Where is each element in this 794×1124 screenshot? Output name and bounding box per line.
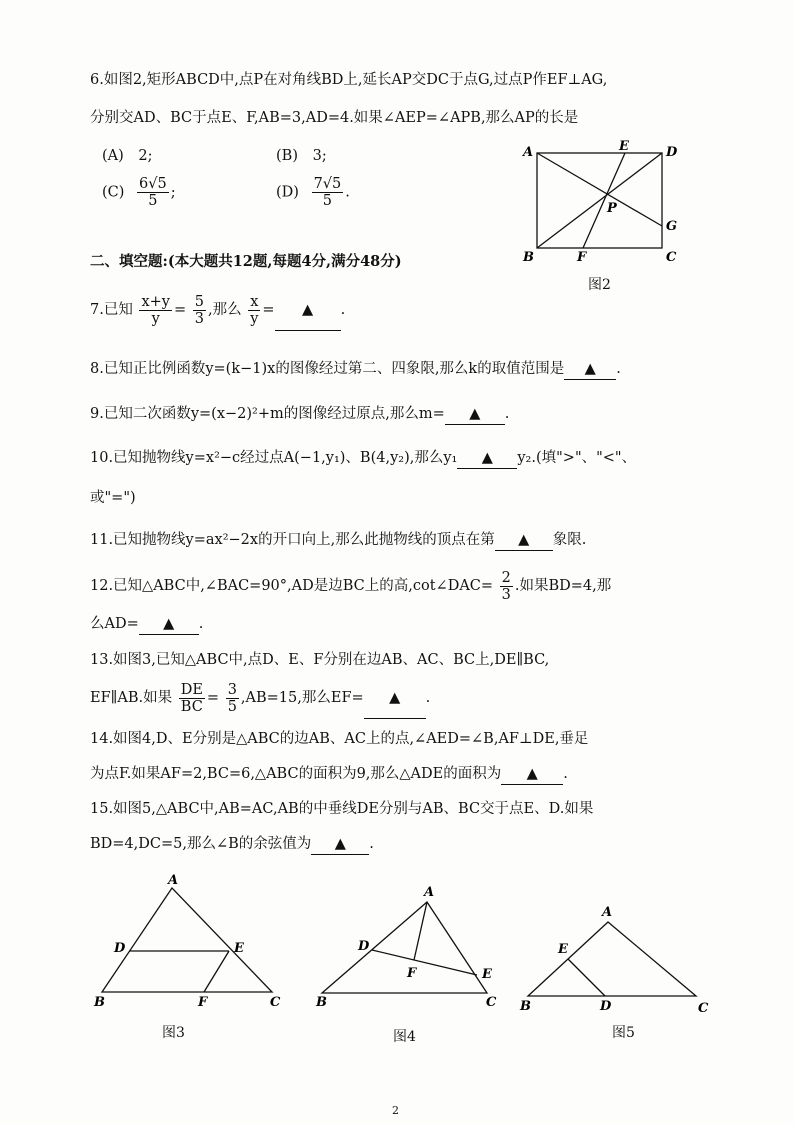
q11-post: 象限.: [552, 532, 587, 548]
q13-eq: =: [206, 690, 220, 706]
fig5-line-ed: [568, 959, 605, 996]
fig2-label-g: G: [666, 219, 678, 234]
fig4-label-e: E: [482, 967, 492, 982]
q12-line2-pre: 么AD=: [90, 616, 139, 632]
q7-frac1-num: x+y: [141, 293, 170, 310]
fig5-caption: 图5: [612, 1025, 635, 1041]
q6-option-d: [276, 176, 350, 209]
q6-option-c-den: 5: [148, 193, 158, 209]
fig2-line-ag: [537, 153, 662, 226]
q14-line1: 14.如图4,D、E分别是△ABC的边AB、AC上的点,∠AED=∠B,AF⊥DE,垂足: [90, 731, 589, 747]
q7-pre: 7.已知: [90, 302, 133, 318]
q13-answer-blank[interactable]: ▲: [364, 678, 426, 719]
q6-option-c-fraction: [137, 176, 169, 209]
q12-line1-pre: 12.已知△ABC中,∠BAC=90°,AD是边BC上的高,cot∠DAC=: [90, 578, 494, 594]
q7-frac2-num: 5: [194, 293, 204, 310]
q11-pre: 11.已知抛物线y=ax²−2x的开口向上,那么此抛物线的顶点在第: [90, 532, 495, 548]
q9-text: 9.已知二次函数y=(x−2)²+m的图像经过原点,那么m=: [90, 406, 445, 422]
q11-line: [90, 530, 586, 551]
fig2-label-c: C: [666, 250, 677, 265]
q7-frac2-den: 3: [194, 310, 204, 327]
q13-frac1: [179, 682, 205, 715]
q15-line2-text: BD=4,DC=5,那么∠B的余弦值为: [90, 836, 312, 852]
fig4-label-a: A: [424, 885, 435, 900]
fig4-label-c: C: [486, 995, 497, 1010]
q7-frac3: [248, 294, 260, 327]
q9-answer-blank[interactable]: ▲: [445, 404, 505, 425]
q7-frac1: [139, 294, 172, 327]
fig2-diagonal-bd: [537, 153, 662, 248]
figure-3: [92, 870, 292, 1015]
fig2-caption: 图2: [588, 277, 611, 293]
q14-line2-text: 为点F.如果AF=2,BC=6,△ABC的面积为9,那么△ADE的面积为: [90, 766, 502, 782]
q7-end: .: [340, 302, 346, 318]
q14-end: .: [563, 766, 568, 782]
q13-end: .: [425, 690, 431, 706]
q10-line1-pre: 10.已知抛物线y=x²−c经过点A(−1,y₁)、B(4,y₂),那么y₁: [90, 450, 458, 466]
q6-option-d-label: (D): [276, 184, 299, 201]
q13-line2-post: ,AB=15,那么EF=: [240, 690, 364, 706]
q7-answer-blank[interactable]: ▲: [275, 290, 341, 331]
fig5-label-d: D: [600, 999, 612, 1014]
fig2-label-b: B: [523, 250, 534, 265]
fig3-line-ef: [204, 951, 229, 992]
q9-line: [90, 404, 509, 425]
fig2-label-e: E: [619, 139, 629, 154]
q14-line2: [90, 764, 568, 785]
q7-mid: ,那么: [207, 302, 242, 318]
fig3-caption: 图3: [162, 1025, 185, 1041]
q10-line1-post: y₂.(填">"、"<"、: [517, 450, 637, 466]
q12-answer-blank[interactable]: ▲: [139, 614, 199, 635]
q13-line2-pre: EF∥AB.如果: [90, 690, 173, 706]
q15-answer-blank[interactable]: ▲: [311, 834, 369, 855]
q13-frac2-den: 5: [227, 698, 237, 715]
q8-answer-blank[interactable]: ▲: [564, 359, 616, 380]
q6-option-b: [276, 146, 327, 166]
q6-option-c-num: 6√5: [139, 176, 167, 192]
fig3-label-f: F: [198, 995, 208, 1010]
fig3-label-a: A: [168, 873, 179, 888]
q7-frac2: [193, 294, 206, 327]
fig3-label-b: B: [94, 995, 105, 1010]
q13-frac2: [226, 682, 239, 715]
fig4-line-af: [414, 902, 427, 960]
q10-line2: 或"="): [90, 490, 136, 506]
q13-frac1-num: DE: [180, 681, 203, 698]
fig3-triangle: [102, 888, 272, 992]
fig3-label-c: C: [270, 995, 281, 1010]
q12-line2: [90, 614, 203, 635]
q12-frac-num: 2: [501, 569, 511, 586]
q13-frac2-num: 3: [227, 681, 237, 698]
figure-2: [515, 138, 685, 266]
q6-option-d-den: 5: [322, 193, 333, 209]
q10-line1: [90, 448, 636, 469]
q7-frac3-num: x: [248, 294, 260, 311]
q11-answer-blank[interactable]: ▲: [495, 530, 553, 551]
q7-line: [90, 290, 345, 331]
q8-end: .: [616, 361, 621, 377]
q7-eq2: =: [262, 302, 275, 318]
q15-line2: [90, 834, 374, 855]
q7-frac3-den: y: [250, 310, 259, 327]
fig2-label-a: A: [523, 145, 534, 160]
q8-line: [90, 359, 621, 380]
q15-line1: 15.如图5,△ABC中,AB=AC,AB的中垂线DE分别与AB、BC交于点E、D.如果: [90, 801, 594, 817]
q7-eq1: =: [173, 302, 187, 318]
q10-answer-blank[interactable]: ▲: [457, 448, 517, 469]
q7-frac1-den: y: [151, 310, 160, 327]
q6-option-d-tail: .: [345, 184, 350, 201]
q13-line2: [90, 678, 430, 719]
q6-line1: 6.如图2,矩形ABCD中,点P在对角线BD上,延长AP交DC于点G,过点P作EF⊥AG,: [90, 72, 608, 88]
fig4-label-b: B: [316, 995, 327, 1010]
fig3-label-d: D: [114, 941, 126, 956]
fig4-caption: 图4: [393, 1029, 416, 1045]
q6-option-a-value: 2;: [138, 148, 153, 164]
section2-heading: 二、填空题:(本大题共12题,每题4分,满分48分): [90, 253, 402, 270]
figure-4: [312, 880, 512, 1015]
q6-option-c-tail: ;: [170, 184, 176, 201]
page-number: 2: [392, 1104, 399, 1117]
q6-option-b-value: 3;: [312, 148, 327, 164]
q6-option-a-label: (A): [102, 148, 124, 164]
q12-line1: [90, 566, 611, 606]
q13-line1: 13.如图3,已知△ABC中,点D、E、F分别在边AB、AC、BC上,DE∥BC,: [90, 652, 550, 668]
fig5-label-b: B: [520, 999, 531, 1014]
q6-option-d-fraction: [312, 176, 344, 209]
fig4-triangle: [322, 902, 487, 993]
fig2-label-p: P: [607, 201, 617, 216]
fig4-label-f: F: [407, 966, 417, 981]
q15-end: .: [369, 836, 374, 852]
q12-end: .: [198, 616, 204, 632]
fig4-label-d: D: [358, 939, 370, 954]
fig5-triangle: [528, 922, 696, 996]
q6-line2: 分别交AD、BC于点E、F,AB=3,AD=4.如果∠AEP=∠APB,那么AP的长是: [90, 110, 579, 126]
q14-answer-blank[interactable]: ▲: [501, 764, 563, 785]
q6-option-d-num: 7√5: [313, 176, 342, 192]
q8-text: 8.已知正比例函数y=(k−1)x的图像经过第二、四象限,那么k的取值范围是: [90, 361, 565, 377]
fig5-label-a: A: [602, 905, 613, 920]
q6-option-c: [102, 176, 176, 209]
q6-option-a: [102, 146, 153, 166]
fig2-label-f: F: [577, 250, 587, 265]
fig5-label-c: C: [698, 1001, 709, 1016]
q12-frac: [500, 570, 513, 603]
q6-option-b-label: (B): [276, 148, 298, 164]
q13-frac1-den: BC: [180, 698, 203, 715]
q6-option-c-label: (C): [102, 184, 125, 201]
figure-5: [516, 900, 716, 1018]
fig3-label-e: E: [234, 941, 244, 956]
q12-frac-den: 3: [501, 586, 511, 603]
q9-end: .: [504, 406, 510, 422]
fig2-label-d: D: [666, 145, 678, 160]
q12-line1-post: .如果BD=4,那: [514, 578, 612, 594]
fig5-label-e: E: [558, 942, 568, 957]
